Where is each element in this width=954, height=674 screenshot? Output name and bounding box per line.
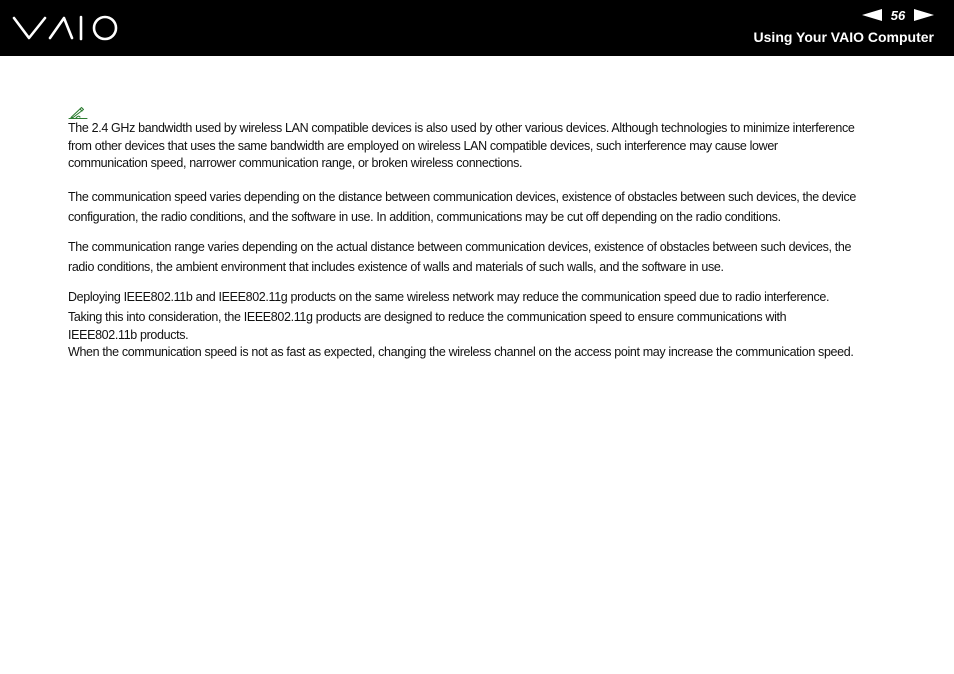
paragraph-range <box>68 237 926 277</box>
text-line: IEEE802.11b products. <box>68 327 189 342</box>
text-line: communication speed, narrower communication range, or broken wireless connections. <box>68 156 523 170</box>
section-title: Using Your VAIO Computer <box>753 29 934 45</box>
text-line: The communication speed varies depending on the distance between communication devices, existence of obstacles between such devices, the device <box>68 189 856 204</box>
page-number: 56 <box>890 7 906 23</box>
text-line: configuration, the radio conditions, and the software in use. In addition, communications may be cut off depending on the radio conditions. <box>68 209 781 224</box>
page-content <box>68 106 926 362</box>
page-header <box>0 0 954 56</box>
text-line: Deploying IEEE802.11b and IEEE802.11g products on the same wireless network may reduce the communication speed due to radio interference. <box>68 289 830 304</box>
previous-page-arrow-icon[interactable] <box>862 9 882 21</box>
text-line: When the communication speed is not as fast as expected, changing the wireless channel on the access point may increase the communication speed. <box>68 345 854 359</box>
text-line: Taking this into consideration, the IEEE802.11g products are designed to reduce the communication speed to ensure communications with <box>68 309 787 324</box>
paragraph-interference <box>68 287 926 327</box>
pencil-note-icon <box>68 106 88 120</box>
text-line: radio conditions, the ambient environment that includes existence of walls and materials of such walls, and the software in use. <box>68 259 724 274</box>
text-line: from other devices that uses the same bandwidth are employed on wireless LAN compatible devices, such interference may cause lower <box>68 138 778 153</box>
paragraph-interference-continued <box>68 327 926 362</box>
vaio-logo <box>12 14 120 42</box>
note-text <box>68 120 926 173</box>
page-navigation <box>862 6 934 24</box>
next-page-arrow-icon[interactable] <box>914 9 934 21</box>
paragraph-speed <box>68 187 926 227</box>
text-line: The 2.4 GHz bandwidth used by wireless LAN compatible devices is also used by other various devices. Although technologies to minimize interference <box>68 121 855 135</box>
text-line: The communication range varies depending on the actual distance between communication devices, existence of obstacles between such devices, the <box>68 239 852 254</box>
